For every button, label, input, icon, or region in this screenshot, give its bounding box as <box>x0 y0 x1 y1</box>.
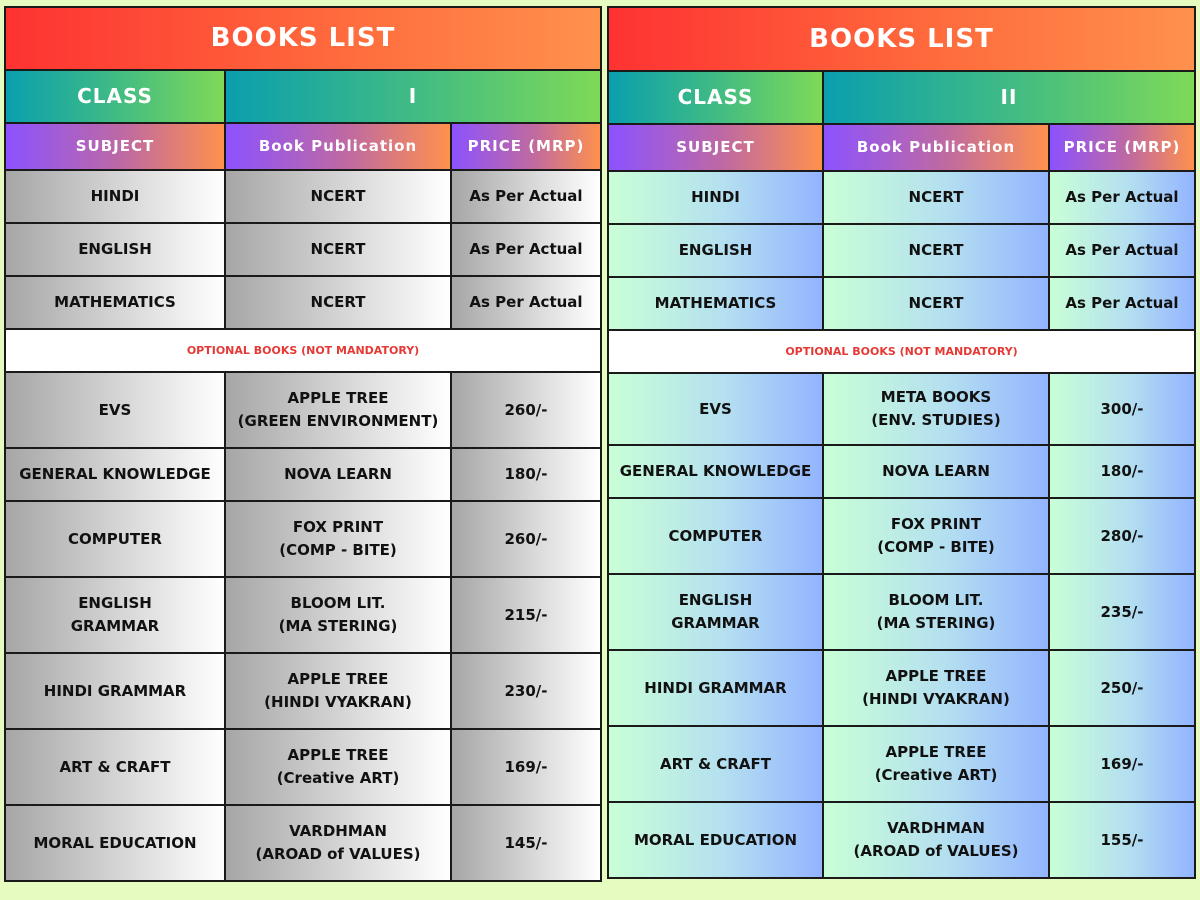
class-value: I <box>226 71 600 124</box>
table-title: BOOKS LIST <box>609 8 1194 72</box>
subject-cell: COMPUTER <box>609 499 824 575</box>
publication-cell: APPLE TREE (GREEN ENVIRONMENT) <box>226 373 452 449</box>
subject-cell: ART & CRAFT <box>6 730 226 806</box>
price-cell: 180/- <box>452 449 600 502</box>
subject-cell: COMPUTER <box>6 502 226 578</box>
header-publication: Book Publication <box>824 125 1050 172</box>
price-cell: 169/- <box>1050 727 1194 803</box>
price-cell: 280/- <box>1050 499 1194 575</box>
publication-cell: NCERT <box>824 278 1050 331</box>
subject-cell: HINDI GRAMMAR <box>6 654 226 730</box>
publication-cell: NCERT <box>824 225 1050 278</box>
header-subject: SUBJECT <box>6 124 226 171</box>
table-title: BOOKS LIST <box>6 8 600 71</box>
subject-cell: GENERAL KNOWLEDGE <box>6 449 226 502</box>
publication-cell: VARDHMAN (AROAD of VALUES) <box>226 806 452 880</box>
class-label: CLASS <box>6 71 226 124</box>
optional-books-label: OPTIONAL BOOKS (NOT MANDATORY) <box>609 331 1194 374</box>
subject-cell: MATHEMATICS <box>6 277 226 330</box>
publication-cell: BLOOM LIT. (MA STERING) <box>824 575 1050 651</box>
subject-cell: MATHEMATICS <box>609 278 824 331</box>
publication-cell: APPLE TREE (Creative ART) <box>824 727 1050 803</box>
price-cell: 260/- <box>452 502 600 578</box>
subject-cell: MORAL EDUCATION <box>6 806 226 880</box>
header-price: PRICE (MRP) <box>452 124 600 171</box>
publication-cell: APPLE TREE (Creative ART) <box>226 730 452 806</box>
subject-cell: HINDI GRAMMAR <box>609 651 824 727</box>
header-subject: SUBJECT <box>609 125 824 172</box>
price-cell: As Per Actual <box>1050 225 1194 278</box>
price-cell: 260/- <box>452 373 600 449</box>
publication-cell: APPLE TREE (HINDI VYAKRAN) <box>226 654 452 730</box>
publication-cell: BLOOM LIT. (MA STERING) <box>226 578 452 654</box>
price-cell: As Per Actual <box>1050 278 1194 331</box>
subject-cell: ENGLISH <box>6 224 226 277</box>
subject-cell: EVS <box>609 374 824 446</box>
subject-cell: GENERAL KNOWLEDGE <box>609 446 824 499</box>
header-price: PRICE (MRP) <box>1050 125 1194 172</box>
publication-cell: NCERT <box>226 171 452 224</box>
subject-cell: HINDI <box>609 172 824 225</box>
price-cell: 169/- <box>452 730 600 806</box>
price-cell: 250/- <box>1050 651 1194 727</box>
publication-cell: NCERT <box>824 172 1050 225</box>
class-value: II <box>824 72 1194 125</box>
subject-cell: ENGLISH <box>609 225 824 278</box>
subject-cell: EVS <box>6 373 226 449</box>
subject-cell: ENGLISH GRAMMAR <box>6 578 226 654</box>
price-cell: As Per Actual <box>452 277 600 330</box>
publication-cell: META BOOKS (ENV. STUDIES) <box>824 374 1050 446</box>
optional-books-label: OPTIONAL BOOKS (NOT MANDATORY) <box>6 330 600 373</box>
publication-cell: NCERT <box>226 277 452 330</box>
price-cell: As Per Actual <box>452 171 600 224</box>
publication-cell: NOVA LEARN <box>226 449 452 502</box>
books-list-class-2-table <box>607 6 1196 879</box>
header-publication: Book Publication <box>226 124 452 171</box>
publication-cell: VARDHMAN (AROAD of VALUES) <box>824 803 1050 877</box>
subject-cell: ENGLISH GRAMMAR <box>609 575 824 651</box>
books-list-class-1-table <box>4 6 602 882</box>
price-cell: As Per Actual <box>452 224 600 277</box>
publication-cell: APPLE TREE (HINDI VYAKRAN) <box>824 651 1050 727</box>
price-cell: 235/- <box>1050 575 1194 651</box>
price-cell: 230/- <box>452 654 600 730</box>
price-cell: 145/- <box>452 806 600 880</box>
subject-cell: MORAL EDUCATION <box>609 803 824 877</box>
class-label: CLASS <box>609 72 824 125</box>
price-cell: As Per Actual <box>1050 172 1194 225</box>
price-cell: 215/- <box>452 578 600 654</box>
publication-cell: NOVA LEARN <box>824 446 1050 499</box>
price-cell: 180/- <box>1050 446 1194 499</box>
publication-cell: FOX PRINT (COMP - BITE) <box>824 499 1050 575</box>
publication-cell: NCERT <box>226 224 452 277</box>
price-cell: 155/- <box>1050 803 1194 877</box>
price-cell: 300/- <box>1050 374 1194 446</box>
subject-cell: ART & CRAFT <box>609 727 824 803</box>
subject-cell: HINDI <box>6 171 226 224</box>
publication-cell: FOX PRINT (COMP - BITE) <box>226 502 452 578</box>
